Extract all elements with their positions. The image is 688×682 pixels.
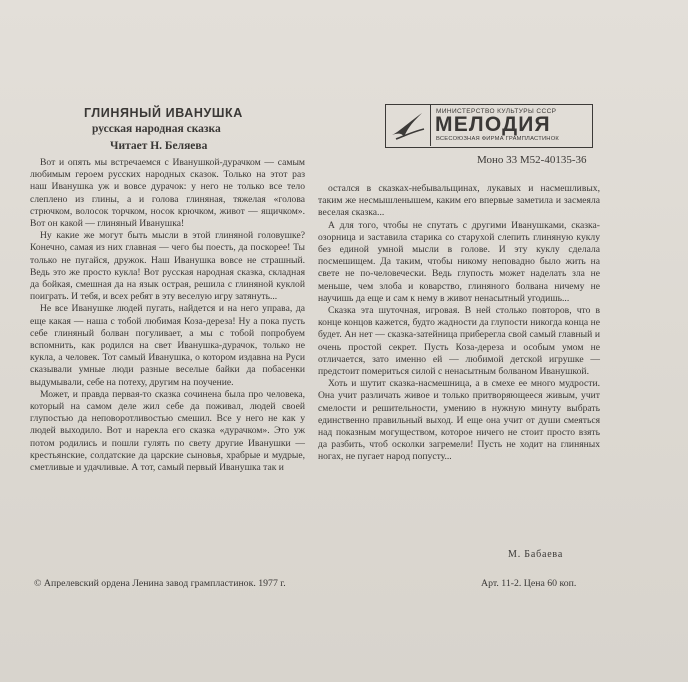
price-line: Арт. 11-2. Цена 60 коп. — [481, 578, 577, 589]
author-signature: М. Бабаева — [508, 549, 564, 560]
catalog-number: Моно 33 М52-40135-36 — [477, 154, 587, 166]
narrator-credit: Читает Н. Беляева — [110, 140, 208, 152]
paragraph: Вот и опять мы встречаемся с Иванушкой-дурачком — самым любимым героем русских народных сказок. Только на этот раз наш Иванушка уж и вовсе дурачок: у него не только все тело слеплено из глины, а и голова глиняная, тяжелая «голова стрючком, волосок торчком, носок крючком, живот — ящичком». Вот он какой — глиняный Иванушка! — [30, 157, 305, 230]
paragraph: Ну какие же могут быть мысли в этой глиняной головушке? Конечно, самая из них главная — чего бы поесть, да поскорее! Ты только не пугайся, дружок. Наш Иванушка вовсе не страшный. Ведь это же просто кукла! Вот русская народная сказка, складная да бойкая, смешная да на язык острая, решила с глиняной куклой поиграть. И тебя, и всех ребят в эту веселую игру затянуть... — [30, 230, 305, 303]
paragraph: Может, и правда первая-то сказка сочинена была про человека, который на самом деле жил себе да поживал, людей своей глупостью да неповоротливостью смешил. Все у него не как у людей выходило. Вот и нарекла его сказка «дурачком». Это уж потом родились и пошли гулять по свету другие Иванушки — крестьянские, солдатские да царские сыновья, храбрые и мудрые, сметливые и удачливые. А тот, самый первый Иванушка так и — [30, 388, 305, 474]
logo-company-text: ВСЕСОЮЗНАЯ ФИРМА ГРАМПЛАСТИНОК — [436, 136, 559, 142]
paragraph: Хоть и шутит сказка-насмешница, а в смехе ее много мудрости. Она учит различать живое и только притворяющееся живым, учит смелости и решительности, умению в нужную минуту выбрать единственно правильный выход. И еще она учит от души смеяться над показным могуществом, которое ничего не стоит просто взять да разбить, чтоб осколки загремели! Пусть не ходит на глиняных ногах, не пугает народ попусту... — [318, 378, 600, 463]
story-title: ГЛИНЯНЫЙ ИВАНУШКА — [84, 106, 243, 120]
logo-ministry-text: МИНИСТЕРСТВО КУЛЬТУРЫ СССР — [436, 108, 557, 115]
melodiya-logo-icon — [386, 105, 431, 146]
paragraph: Не все Иванушке людей пугать, найдется и на него управа, да еще какая — наша с тобой любимая Коза-дереза! Ну а пока пусть себе глиняный болван погуливает, а мы с тобой попробуем вспомнить, как родился на свет Иванушка-дурачок, только не кукла, а человек. Тот самый Иванушка, о котором издавна на Руси сказывали умные люди разные веселые байки да побасенки выдумывали, себе на потеху, другим на поучение. — [30, 303, 305, 388]
paragraph: остался в сказках-небывальщинах, лукавых и насмешливых, таким же несмышленышем, каким его впервые заметила и засмеяла веселая сказка... — [318, 183, 600, 219]
melodiya-logo — [385, 104, 593, 148]
paragraph: А для того, чтобы не спутать с другими Иванушками, сказка-озорница и заставила старика со старухой слепить глиняную куклу без единой умной мысли в голове. И эту куклу сделала посмешищем. Да таким, чтобы никому неповадно было жить на свете не по-человечески. Ведь глупость может наделать зла не меньше, чем злоба и коварство, глиняного болвана ничему не научишь да еще и сам к нему в живот ненасытный угодишь... — [318, 219, 600, 304]
logo-brand-name: МЕЛОДИЯ — [435, 113, 551, 136]
paragraph: Сказка эта шуточная, игровая. В ней столько повторов, что в конце концов кажется, будто жадности да глупости никогда конца не будет. Ан нет — сказка-затейница приберегла свой самый главный и очень простой секрет. Пусть Коза-дереза и особым умом не отличается, зато именно ей — любимой детской игрушке — предстоит помериться силой с ненасытным болваном Иванушкой. — [318, 305, 600, 378]
text-column-right — [318, 183, 600, 464]
story-subtitle: русская народная сказка — [92, 123, 221, 135]
text-column-left — [30, 157, 305, 474]
manufacturer-line: © Апрелевский ордена Ленина завод грампластинок. 1977 г. — [34, 578, 286, 589]
